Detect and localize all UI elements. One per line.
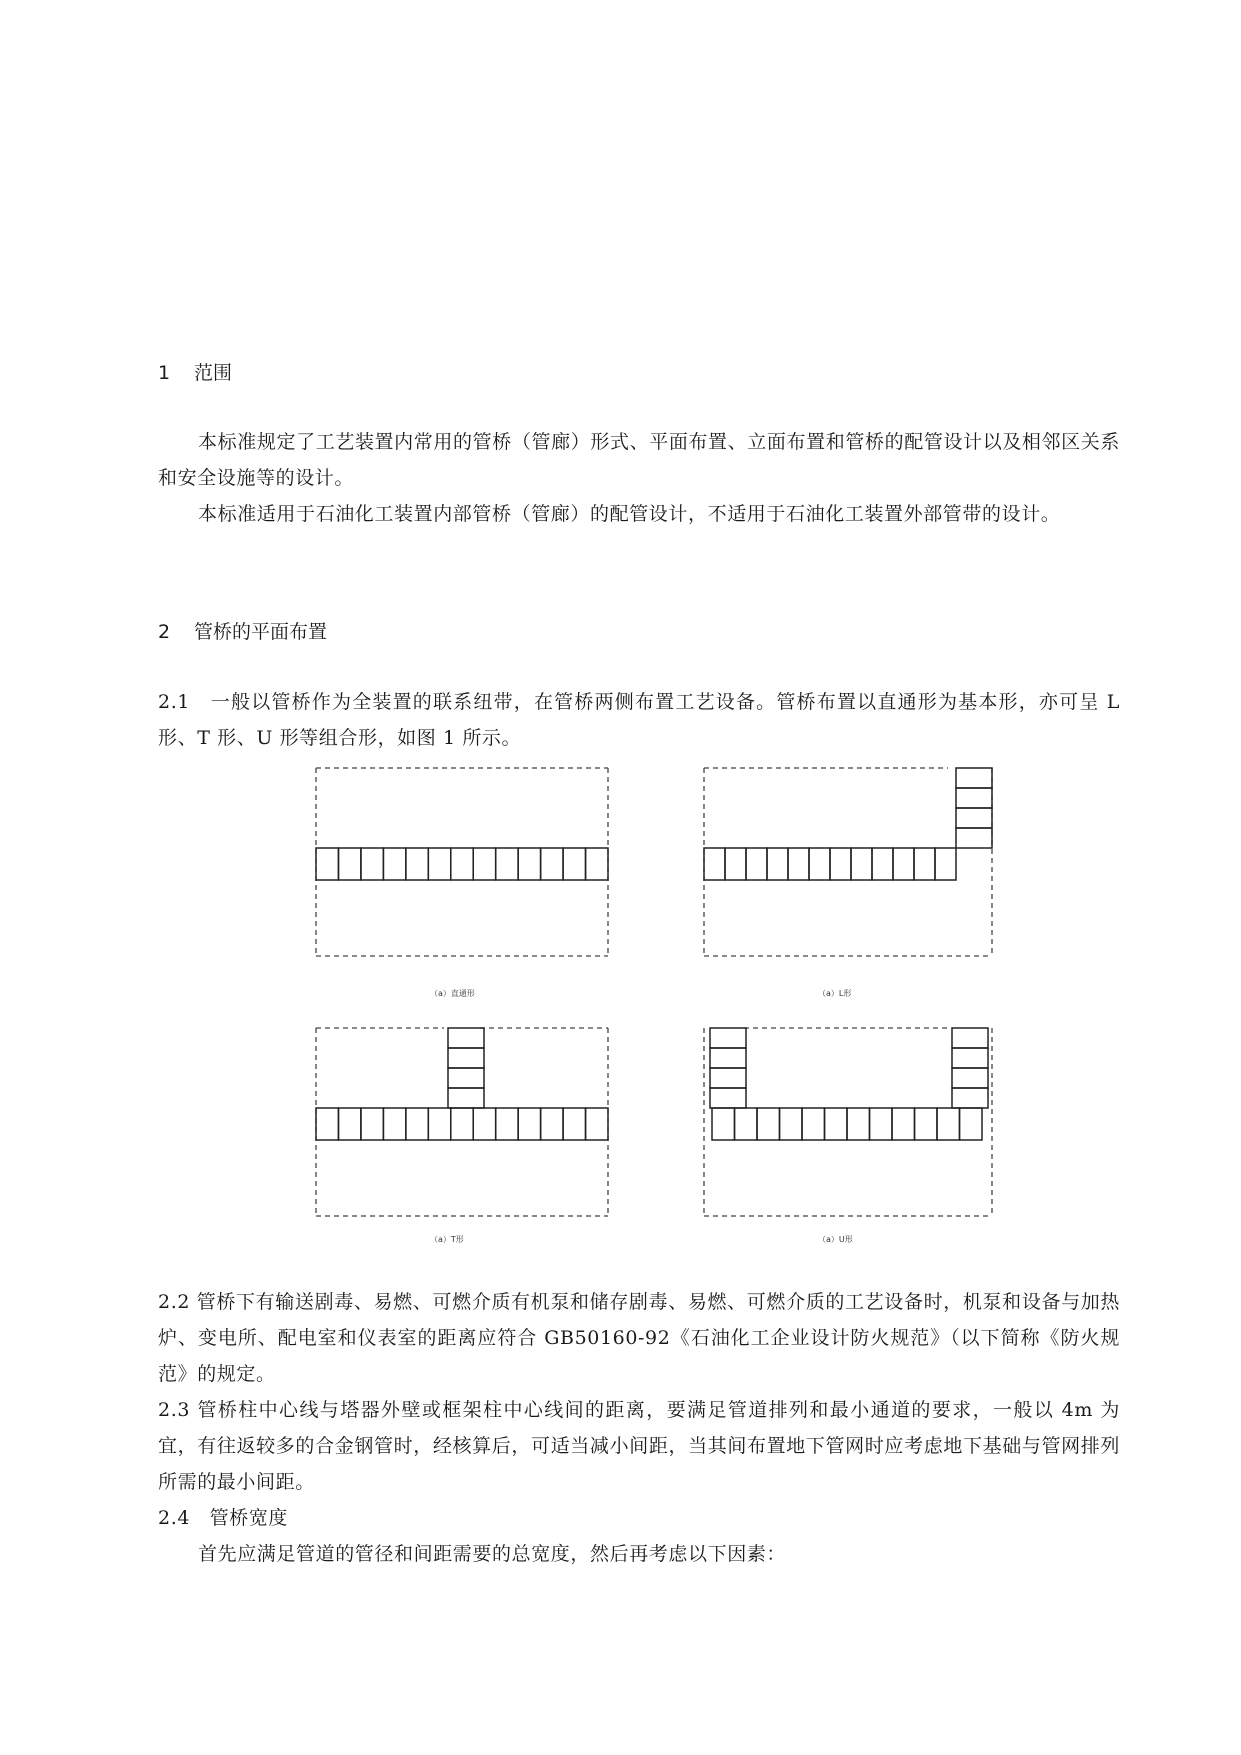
- pipe-rack-cell: [757, 1108, 780, 1140]
- pipe-rack-cell: [518, 1108, 540, 1140]
- pipe-rack-cell: [428, 848, 450, 880]
- pipe-rack-cell: [830, 848, 851, 880]
- pipe-rack-cell: [316, 1108, 338, 1140]
- pipe-rack-cell: [825, 1108, 848, 1140]
- pipe-rack-cells: [316, 848, 608, 880]
- section-title: 范围: [194, 362, 233, 384]
- pipe-rack-cell: [710, 1088, 746, 1108]
- pipe-rack-cell: [893, 848, 914, 880]
- pipe-rack-cell: [851, 848, 872, 880]
- pipe-rack-cell: [518, 848, 540, 880]
- pipe-rack-cell: [586, 848, 608, 880]
- pipe-rack-cell: [952, 1068, 988, 1088]
- pipe-rack-cell: [406, 848, 428, 880]
- pipe-rack-cell: [448, 1048, 484, 1068]
- pipe-rack-cell: [473, 1108, 495, 1140]
- figure-caption: （a）T形: [430, 1235, 464, 1244]
- pipe-rack-cell: [952, 1048, 988, 1068]
- pipe-rack-cell: [710, 1048, 746, 1068]
- figure-u-shape: [700, 1024, 1000, 1224]
- pipe-rack-cell: [704, 848, 725, 880]
- pipe-rack-cell: [956, 788, 992, 808]
- pipe-rack-cell: [872, 848, 893, 880]
- pipe-rack-cell: [952, 1088, 988, 1108]
- pipe-rack-cell: [712, 1108, 735, 1140]
- pipe-rack-cell: [915, 1108, 938, 1140]
- pipe-rack-cell: [914, 848, 935, 880]
- pipe-rack-cell: [956, 768, 992, 788]
- pipe-rack-cell: [563, 1108, 585, 1140]
- pipe-rack-cell: [496, 1108, 518, 1140]
- figure-caption: （a）L形: [818, 989, 852, 998]
- pipe-rack-cell: [428, 1108, 450, 1140]
- pipe-rack-cell: [338, 1108, 360, 1140]
- section-title: 管桥的平面布置: [194, 621, 328, 643]
- section-number: 1: [158, 362, 171, 384]
- pipe-rack-cell: [316, 848, 338, 880]
- paragraph-scope-1: 本标准规定了工艺装置内常用的管桥（管廊）形式、平面布置、立面布置和管桥的配管设计以及相邻区关系和安全设施等的设计。: [158, 431, 1120, 489]
- pipe-rack-cell: [870, 1108, 893, 1140]
- pipe-rack-cell: [767, 848, 788, 880]
- clause-2-2: 2.2 管桥下有输送剧毒、易燃、可燃介质有机泵和储存剧毒、易燃、可燃介质的工艺设备时，机泵和设备与加热炉、变电所、配电室和仪表室的距离应符合 GB50160-92《石油化工企业设计防火规范》（以下简称《防火规范》的规定。: [158, 1291, 1120, 1385]
- pipe-rack-cell: [451, 848, 473, 880]
- pipe-rack-cell: [473, 848, 495, 880]
- pipe-rack-cell: [960, 1108, 983, 1140]
- figure-t-shape: [312, 1024, 612, 1224]
- clause-2-3: 2.3 管桥柱中心线与塔器外壁或框架柱中心线间的距离，要满足管道排列和最小通道的要求，一般以 4m 为宜，有往返较多的合金钢管时，经核算后，可适当减小间距，当其间布置地下管网时应考虑地下基础与管网排列所需的最小间距。: [158, 1399, 1120, 1493]
- pipe-rack-cell: [788, 848, 809, 880]
- pipe-rack-cell: [725, 848, 746, 880]
- clause-2-4: 2.4 管桥宽度: [158, 1507, 289, 1529]
- figure-straight: [312, 764, 612, 964]
- pipe-rack-cell: [586, 1108, 608, 1140]
- pipe-rack-cell: [780, 1108, 803, 1140]
- pipe-rack-cell: [563, 848, 585, 880]
- section-number: 2: [158, 621, 171, 643]
- clause-2-4-paragraph: 首先应满足管道的管径和间距需要的总宽度，然后再考虑以下因素：: [198, 1543, 787, 1565]
- pipe-rack-cell: [448, 1068, 484, 1088]
- pipe-rack-cell: [746, 848, 767, 880]
- section-2-heading: [158, 617, 327, 644]
- pipe-rack-cell: [383, 848, 405, 880]
- pipe-rack-cell: [937, 1108, 960, 1140]
- pipe-rack-cell: [710, 1028, 746, 1048]
- pipe-rack-cell: [956, 808, 992, 828]
- pipe-rack-cell: [338, 848, 360, 880]
- pipe-rack-cell: [802, 1108, 825, 1140]
- pipe-rack-cell: [809, 848, 830, 880]
- section-1-heading: [158, 358, 232, 385]
- figure-caption: （a）U形: [818, 1235, 853, 1244]
- pipe-rack-cell: [361, 848, 383, 880]
- pipe-rack-cell: [847, 1108, 870, 1140]
- pipe-rack-cell: [406, 1108, 428, 1140]
- pipe-rack-cell: [892, 1108, 915, 1140]
- pipe-rack-cell: [735, 1108, 758, 1140]
- pipe-rack-cell: [448, 1028, 484, 1048]
- clause-2-1: 2.1 一般以管桥作为全装置的联系纽带，在管桥两侧布置工艺设备。管桥布置以直通形为基本形，亦可呈 L 形、T 形、U 形等组合形，如图 1 所示。: [158, 691, 1120, 749]
- pipe-rack-cell: [710, 1068, 746, 1088]
- pipe-rack-cell: [451, 1108, 473, 1140]
- paragraph-scope-2: 本标准适用于石油化工装置内部管桥（管廊）的配管设计，不适用于石油化工装置外部管带的设计。: [198, 503, 1061, 525]
- pipe-rack-cell: [935, 848, 956, 880]
- figure-caption: （a）直通形: [430, 989, 475, 998]
- pipe-rack-cell: [496, 848, 518, 880]
- pipe-rack-cell: [952, 1028, 988, 1048]
- pipe-rack-cell: [448, 1088, 484, 1108]
- figure-l-shape: [700, 764, 1000, 964]
- pipe-rack-cell: [541, 1108, 563, 1140]
- pipe-rack-cell: [541, 848, 563, 880]
- pipe-rack-cell: [383, 1108, 405, 1140]
- pipe-rack-cell: [956, 828, 992, 848]
- pipe-rack-cell: [361, 1108, 383, 1140]
